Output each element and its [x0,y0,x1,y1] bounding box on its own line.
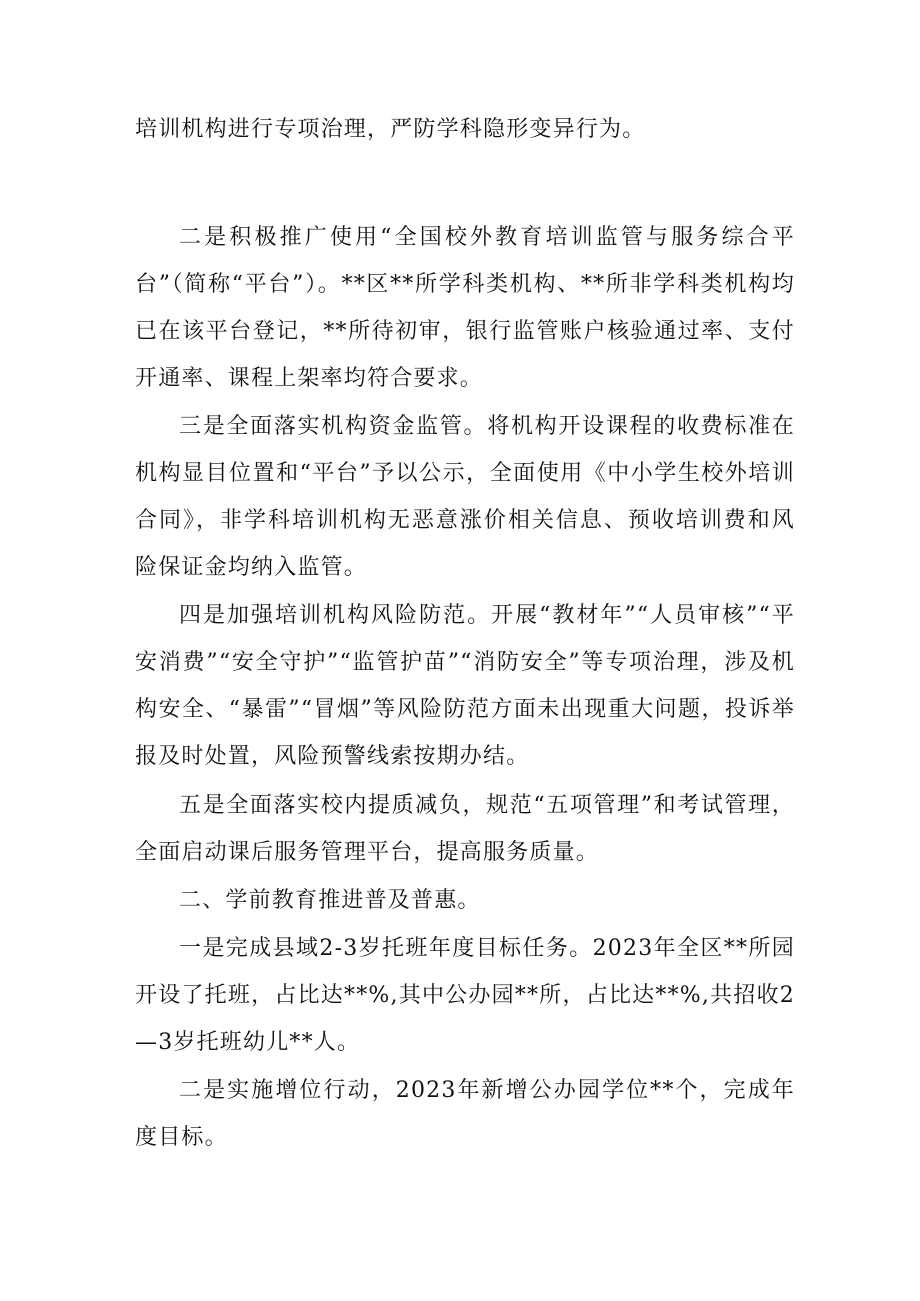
paragraph-3: 三是全面落实机构资金监管。将机构开设课程的收费标准在机构显目位置和“平台”予以公示，全面使用《中小学生校外培训合同》，非学科培训机构无恶意涨价相关信息、预收培训费和风险保证金均纳入监管。 [135,414,795,580]
paragraph-2: 二是积极推广使用“全国校外教育培训监管与服务综合平台”（简称“平台”）。**区**所学科类机构、**所非学科类机构均已在该平台登记，**所待初审，银行监管账户核验通过率、支付开通率、课程上架率均符合要求。 [135,225,795,391]
paragraph-4: 四是加强培训机构风险防范。开展“教材年”“人员审核”“平安消费”“安全守护”“监管护苗”“消防安全”等专项治理，涉及机构安全、“暴雷”“冒烟”等风险防范方面未出现重大问题，投诉举报及时处置，风险预警线索按期办结。 [135,603,795,769]
paragraph-7: 二是实施增位行动，2023年新增公办园学位**个，完成年度目标。 [135,1078,795,1150]
section-heading: 二、学前教育推进普及普惠。 [179,888,481,913]
paragraph-1: 培训机构进行专项治理，严防学科隐形变异行为。 [135,117,646,142]
paragraph-5: 五是全面落实校内提质减负，规范“五项管理”和考试管理，全面启动课后服务管理平台，提高服务质量。 [135,793,795,865]
paragraph-6: 一是完成县域2-3岁托班年度目标任务。2023年全区**所园开设了托班，占比达**%,其中公办园**所，占比达**%,共招收2—3岁托班幼儿**人。 [135,936,795,1055]
